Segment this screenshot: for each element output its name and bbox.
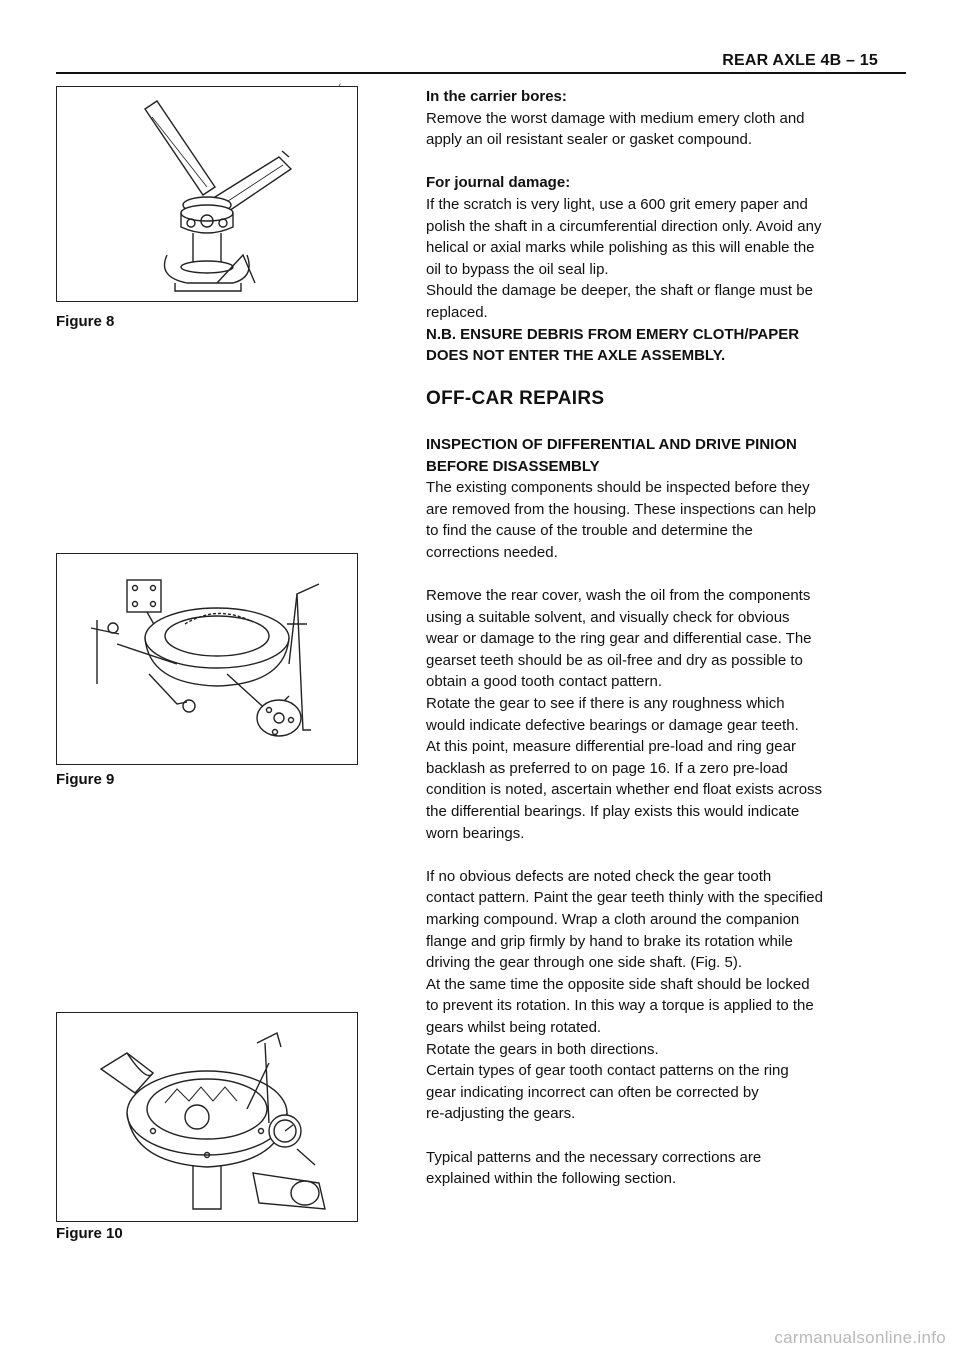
right-column-text xyxy=(426,86,866,1190)
page-title: REAR AXLE 4B – 15 xyxy=(722,52,878,69)
nb-warning-line: N.B. ENSURE DEBRIS FROM EMERY CLOTH/PAPER xyxy=(426,325,800,343)
text-line: using a suitable solvent, and visually check for obvious xyxy=(426,608,790,626)
text-line: At this point, measure differential pre-load and ring gear xyxy=(426,738,796,756)
text-line: marking compound. Wrap a cloth around the companion xyxy=(426,910,800,928)
page-header xyxy=(56,52,906,76)
text-line: oil to bypass the oil seal lip. xyxy=(426,260,609,278)
text-line: flange and grip firmly by hand to brake its rotation while xyxy=(426,932,793,950)
text-line: Remove the rear cover, wash the oil from the components xyxy=(426,587,811,605)
text-line: condition is noted, ascertain whether end float exists across xyxy=(426,781,823,799)
section-heading: OFF-CAR REPAIRS xyxy=(426,388,605,410)
text-line: apply an oil resistant sealer or gasket compound. xyxy=(426,131,753,149)
text-line: wear or damage to the ring gear and differential case. The xyxy=(426,630,812,648)
nb-warning-line: DOES NOT ENTER THE AXLE ASSEMBLY. xyxy=(426,347,726,365)
figure-8-caption: Figure 8 xyxy=(56,313,115,330)
text-line: If no obvious defects are noted check the gear tooth xyxy=(426,867,772,885)
backlash-measurement-illustration xyxy=(57,1013,357,1221)
text-line: If the scratch is very light, use a 600 grit emery paper and xyxy=(426,195,808,213)
text-line: Certain types of gear tooth contact patterns on the ring xyxy=(426,1062,789,1080)
text-line: helical or axial marks while polishing as this will enable the xyxy=(426,239,815,257)
text-line: worn bearings. xyxy=(426,824,525,842)
text-line: driving the gear through one side shaft. (Fig. 5). xyxy=(426,954,743,972)
carrier-bores-heading: In the carrier bores: xyxy=(426,88,567,105)
text-line: explained within the following section. xyxy=(426,1170,677,1188)
figure-9-image xyxy=(56,553,358,765)
text-line: re-adjusting the gears. xyxy=(426,1105,576,1123)
text-line: Typical patterns and the necessary corrections are xyxy=(426,1148,762,1166)
wrench-tool-illustration xyxy=(57,87,357,301)
watermark: carmanualsonline.info xyxy=(774,1328,946,1347)
text-line: Rotate the gear to see if there is any roughness which xyxy=(426,695,785,713)
text-line: Should the damage be deeper, the shaft or flange must be xyxy=(426,282,813,300)
text-line: replaced. xyxy=(426,303,488,321)
text-line: corrections needed. xyxy=(426,543,558,561)
text-line: gears whilst being rotated. xyxy=(426,1018,602,1036)
text-line: are removed from the housing. These inspections can help xyxy=(426,500,816,518)
text-line: would indicate defective bearings or damage gear teeth. xyxy=(426,716,799,734)
inspection-heading-line: BEFORE DISASSEMBLY xyxy=(426,457,600,475)
header-rule xyxy=(56,72,906,74)
text-line: At the same time the opposite side shaft should be locked xyxy=(426,975,810,993)
text-line: Remove the worst damage with medium emery cloth and xyxy=(426,109,805,127)
text-line: Rotate the gears in both directions. xyxy=(426,1040,659,1058)
figure-8-image xyxy=(56,86,358,302)
figure-10-caption: Figure 10 xyxy=(56,1225,123,1242)
text-line: to find the cause of the trouble and determine the xyxy=(426,522,753,540)
text-line: contact pattern. Paint the gear teeth thinly with the specified xyxy=(426,889,823,907)
text-line: gearset teeth should be as oil-free and dry as possible to xyxy=(426,651,803,669)
text-line: obtain a good tooth contact pattern. xyxy=(426,673,663,691)
figure-9-caption: Figure 9 xyxy=(56,771,115,788)
figure-10-image xyxy=(56,1012,358,1222)
text-line: backlash as preferred to on page 16. If a zero pre-load xyxy=(426,759,788,777)
text-line: the differential bearings. If play exists this would indicate xyxy=(426,803,800,820)
inspection-heading-line: INSPECTION OF DIFFERENTIAL AND DRIVE PINION xyxy=(426,435,797,453)
text-line: to prevent its rotation. In this way a torque is applied to the xyxy=(426,997,814,1015)
text-line: gear indicating incorrect can often be corrected by xyxy=(426,1083,759,1101)
journal-damage-heading: For journal damage: xyxy=(426,174,571,192)
differential-mounting-illustration xyxy=(57,554,357,764)
text-line: polish the shaft in a circumferential direction only. Avoid any xyxy=(426,217,822,235)
text-line: The existing components should be inspected before they xyxy=(426,479,810,497)
